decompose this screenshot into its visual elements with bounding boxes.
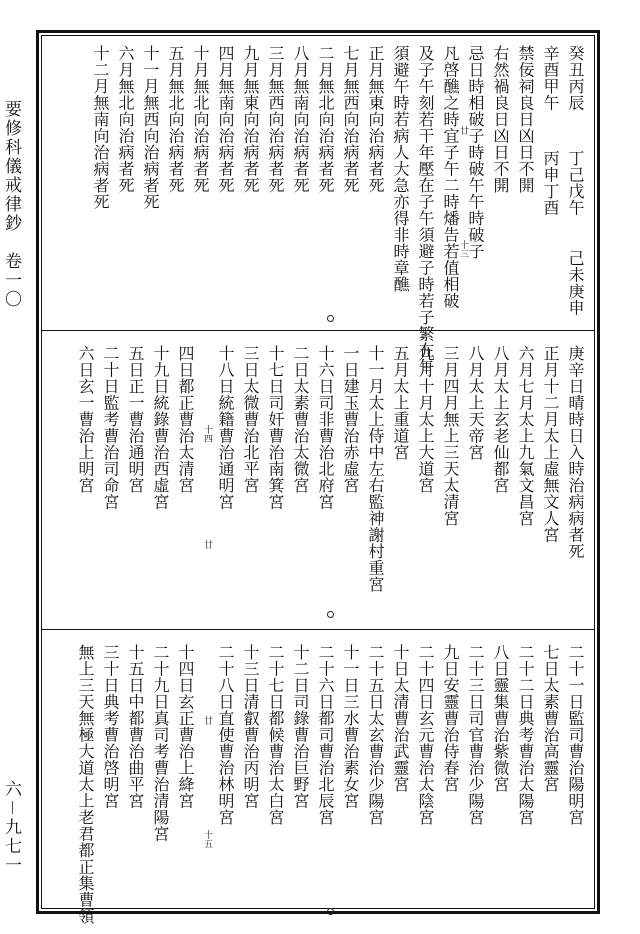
- text-column: 癸丑丙辰: [566, 45, 585, 111]
- text-column: 十六日司非曹治北府宮: [316, 345, 335, 510]
- text-column: 及子午刻若干年壓在子午須避子時若子繁在午: [416, 45, 435, 375]
- text-column: 二十四日玄元曹治太陰宮: [416, 644, 435, 826]
- text-column: 二十一日監司曹治陽明宮: [566, 644, 585, 826]
- text-column: 四日都正曹治太清宮: [176, 345, 195, 494]
- text-column: 九日安靈曹治侍春宮: [441, 644, 460, 793]
- text-column: 三日太微曹治北平宮: [241, 345, 260, 494]
- text-column: 一日建玉曹治赤虛宮: [341, 345, 360, 494]
- text-column: 七月無西向治病者死: [341, 45, 360, 194]
- text-column: 十五日中都曹治曲平宮: [126, 644, 145, 809]
- text-column: 二十三日司官曹治少陽宮: [466, 644, 485, 826]
- text-column: 十日太清曹治武靈宮: [391, 644, 410, 793]
- text-column: 六日玄一曹治上明宮: [76, 345, 95, 494]
- text-column: 五月太上重道宮: [391, 345, 410, 461]
- text-column: 十一日三水曹治素女宮: [341, 644, 360, 809]
- text-column: 六月七月太上九氣文昌宮: [516, 345, 535, 527]
- text-column: 禁佞祠良日凶日不開: [516, 45, 535, 194]
- text-column: 辛酉甲午: [541, 45, 560, 111]
- text-column: 十三日清叡曹治丙明宮: [241, 644, 260, 809]
- margin-title: 要修科儀戒律鈔 卷一〇: [1, 100, 21, 309]
- text-column: 丁己戊午: [566, 150, 585, 216]
- text-column: 八月太上天帝宮: [466, 345, 485, 461]
- text-column: 庚辛日晴時日入時治病病者死: [566, 345, 585, 560]
- text-column: 十八日統籍曹治通明宮: [216, 345, 235, 510]
- text-column: 正月十二月太上虛無文人宮: [541, 345, 560, 543]
- text-column: 十月無北向治病者死: [191, 45, 210, 194]
- text-column: 正月無東向治病者死: [366, 45, 385, 194]
- annotation-note: 十五: [202, 830, 212, 848]
- text-column: 二十五日太玄曹治少陽宮: [366, 644, 385, 826]
- text-column: 右然禍良日凶日不開: [491, 45, 510, 194]
- text-column: 三月無西向治病者死: [266, 45, 285, 194]
- text-column: 四月無南向治病者死: [216, 45, 235, 194]
- text-column: 二十七日都候曹治太白宮: [266, 644, 285, 826]
- text-column: 二日太素曹治太微宮: [291, 345, 310, 494]
- text-column: 五日正一曹治通明宮: [126, 345, 145, 494]
- text-column: 十一月太上侍中左右監神謝村重宮: [366, 345, 385, 593]
- margin-page-number: 六－九七一: [1, 780, 21, 875]
- section-marker: [327, 908, 334, 915]
- text-column: 七日太素曹治高靈宮: [541, 644, 560, 793]
- section-divider-1: [41, 330, 595, 331]
- text-column: 十二日司錄曹治巨野宮: [291, 644, 310, 809]
- section-divider-2: [41, 629, 595, 630]
- text-column: 忌日時相破子時破午午時破子: [466, 45, 485, 260]
- text-column: 須避午時若病人大急亦得非時章醮: [391, 45, 410, 293]
- text-column: 二十九日真司考曹治清陽宮: [151, 644, 170, 842]
- text-column: 八月太上玄老仙都宮: [491, 345, 510, 494]
- text-column: 八日靈集曹治紫微宮: [491, 644, 510, 793]
- text-column: 二十日監考曹治司命宮: [101, 345, 120, 510]
- text-column: 十一月無西向治病者死: [141, 45, 160, 210]
- text-column: 三十日典考曹治啓明宮: [101, 644, 120, 809]
- text-column: 丙申丁酉: [541, 150, 560, 216]
- text-column: 十九日統錄曹治西虛宮: [151, 345, 170, 510]
- text-column: 六月無北向治病者死: [116, 45, 135, 194]
- text-column: 十二月無南向治病者死: [91, 45, 110, 210]
- text-column: 九月十月太上大道宮: [416, 345, 435, 494]
- text-column: 凡啓醮之時宜子午二時燔告若值相破: [441, 45, 460, 309]
- annotation-note: 廿: [458, 126, 468, 135]
- text-column: 二月無北向治病者死: [316, 45, 335, 194]
- text-column: 二十八日直使曹治林明宮: [216, 644, 235, 826]
- text-column: 二十六日都司曹治北辰宮: [316, 644, 335, 826]
- text-column: 二十二日典考曹治太陽宮: [516, 644, 535, 826]
- text-column: 無上三天無極大道太上老君都正集曹領: [76, 644, 95, 925]
- text-column: 三月四月無上三天太清宮: [441, 345, 460, 527]
- text-column: 己未庚申: [566, 250, 585, 316]
- text-column: 十七日司奸曹治南箕宮: [266, 345, 285, 510]
- annotation-note: 廿: [202, 716, 212, 725]
- annotation-note: 十四: [202, 425, 212, 443]
- text-column: 八月無南向治病者死: [291, 45, 310, 194]
- text-column: 十四日玄正曹治上絳宮: [176, 644, 195, 809]
- section-marker: [327, 611, 334, 618]
- text-column: 九月無東向治病者死: [241, 45, 260, 194]
- annotation-note: 廿: [202, 540, 212, 549]
- annotation-note: 十三: [458, 240, 468, 258]
- section-marker: [327, 315, 334, 322]
- text-column: 五月無北向治病者死: [166, 45, 185, 194]
